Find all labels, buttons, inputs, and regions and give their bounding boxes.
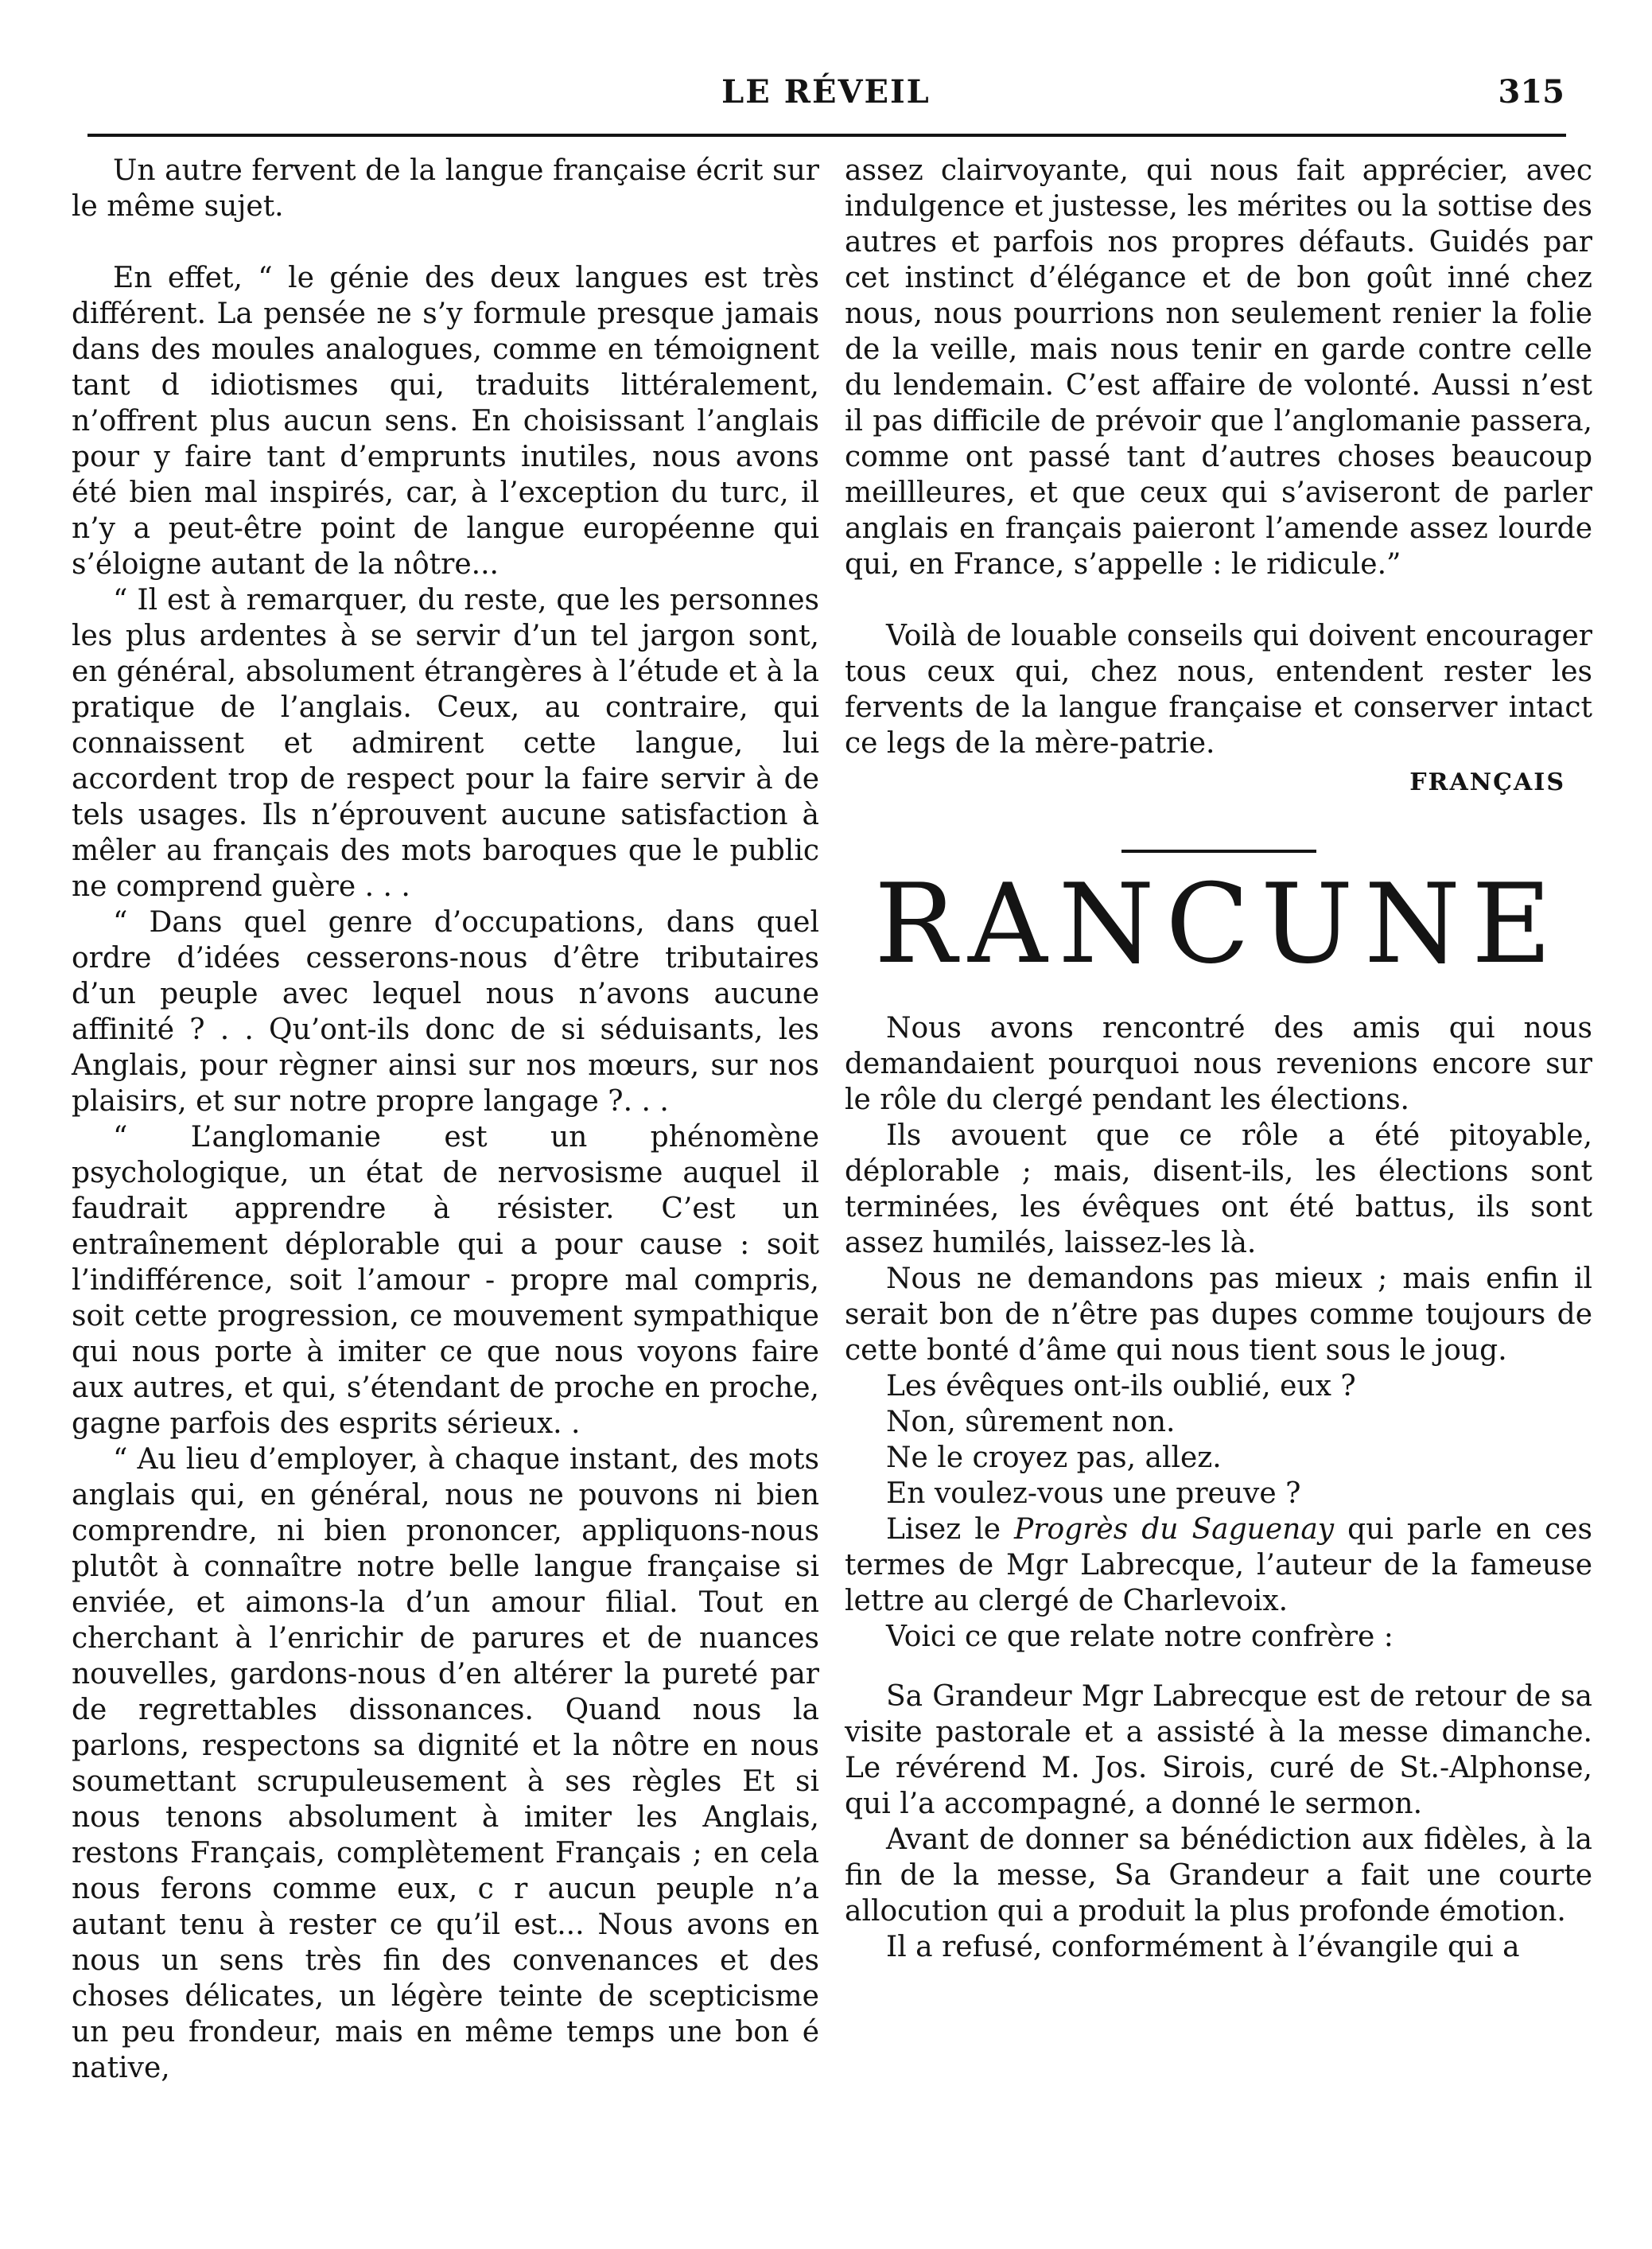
paragraph-citation <box>845 1512 1592 1619</box>
paragraph: Les évêques ont-ils oublié, eux ? <box>886 1370 1356 1403</box>
quote-paragraph: Sa Grandeur Mgr Labrecque est de retour de sa visite pastorale et a assisté à la messe dimanche. Le révérend M. Jos. Sirois, curé de St.-Alphonse, qui l’a accompagné, a donné le sermon. <box>845 1680 1592 1820</box>
newspaper-name: Progrès du Saguenay <box>1014 1513 1335 1546</box>
paragraph: Ne le croyez pas, allez. <box>886 1442 1222 1474</box>
section-rule <box>1121 850 1316 853</box>
paragraph: “ Il est à remarquer, du reste, que les personnes les plus ardentes à se servir d’un tel jargon sont, en général, absolument étrangères à l’étude et à la pratique de l’anglais. Ceux, au contraire, qui connaissent et admirent cette langue, lui accordent trop de respect pour la faire servir à de tels usages. Ils n’éprouvent aucune satisfaction à mêler au français des mots baroques que le public ne comprend guère . . . <box>72 584 819 903</box>
paragraph: Nous avons rencontré des amis qui nous demandaient pourquoi nous revenions encore sur le rôle du clergé pendant les élections. <box>845 1012 1592 1116</box>
spacer <box>845 1655 1592 1679</box>
paragraph: “ Dans quel genre d’occupations, dans quel ordre d’idées cesserons-nous d’être tributaires d’un peuple avec lequel nous n’avons aucune affinité ? . . Qu’ont-ils donc de si séduisants, les Anglais, pour règner ainsi sur nos mœurs, sur nos plaisirs, et sur notre propre langage ?. . . <box>72 906 819 1118</box>
paragraph: Voici ce que relate notre confrère : <box>886 1621 1394 1653</box>
quote-paragraph: Avant de donner sa bénédiction aux fidèles, à la fin de la messe, Sa Grandeur a fait une courte allocution qui a produit la plus profonde émotion. <box>845 1823 1592 1928</box>
journal-title: LE RÉVEIL <box>721 73 931 111</box>
paragraph: “ Au lieu d’employer, à chaque instant, des mots anglais qui, en général, nous ne pouvons ni bien comprendre, ni bien prononcer, appliquons-nous plutôt à connaître notre belle langue française si enviée, et aimons-la d’un amour filial. Tout en cherchant à l’enrichir de parures et de nuances nouvelles, gardons-nous d’en altérer la pureté par de regrettables dissonances. Quand nous la parlons, respectons sa dignité et la nôtre en nous soumettant scrupuleusement à ses règles Et si nous tenons absolument à imiter les Anglais, restons Français, complètement Français ; en cela nous ferons comme eux, c r aucun peuple n’a autant tenu à rester ce qu’il est... Nous avons en nous un sens très fin des convenances et des choses délicates, un légère teinte de scepticisme un peu frondeur, mais en même temps une bon é native, <box>72 1443 819 2084</box>
citation-intro: Lisez le <box>886 1513 1001 1546</box>
paragraph: Un autre fervent de la langue française écrit sur le même sujet. <box>72 154 819 223</box>
paragraph: Nous ne demandons pas mieux ; mais enfin il serait bon de n’être pas dupes comme toujours de cette bonté d’âme qui nous tient sous le joug. <box>845 1263 1592 1367</box>
citation-rest: qui parle en ces termes de Mgr Labrecque, l’auteur de la fameuse lettre au clergé de Charlevoix. <box>845 1513 1592 1617</box>
right-column <box>845 153 1592 1965</box>
paragraph-continuation: assez clairvoyante, qui nous fait apprécier, avec indulgence et justesse, les mérites ou la sottise des autres et parfois nos propres défauts. Guidés par cet instinct d’élégance et de bon goût inné chez nous, nous pourrions non seulement renier la folie de la veille, mais nous tenir en garde contre celle du lendemain. C’est affaire de volonté. Aussi n’est il pas difficile de prévoir que l’anglomanie passera, comme ont passé tant d’autres choses beaucoup meillleures, et que ceux qui s’aviseront de parler anglais en français paieront l’amende assez lourde qui, en France, s’appelle : le ridicule.” <box>845 154 1592 581</box>
author-signature: FRANÇAIS <box>1409 768 1565 796</box>
paragraph: Voilà de louable conseils qui doivent encourager tous ceux qui, chez nous, entendent rester les fervents de la langue française et conserver intact ce legs de la mère-patrie. <box>845 620 1592 760</box>
paragraph: En voulez-vous une preuve ? <box>886 1477 1301 1510</box>
paragraph: “ L’anglomanie est un phénomène psychologique, un état de nervosisme auquel il faudrait apprendre à résister. C’est un entraînement déplorable qui a pour cause : soit l’indifférence, soit l’amour - propre mal compris, soit cette progression, ce mouvement sympathique qui nous porte à imiter ce que nous voyons faire aux autres, et qui, s’étendant de proche en proche, gagne parfois des esprits sérieux. . <box>72 1121 819 1440</box>
quote-paragraph: Il a refusé, conformément à l’évangile qui a <box>886 1931 1520 1963</box>
running-head <box>87 73 1565 121</box>
paragraph: Ils avouent que ce rôle a été pitoyable, déplorable ; mais, disent-ils, les élections sont terminées, les évêques ont été battus, ils sont assez humilés, laissez-les là. <box>845 1119 1592 1259</box>
left-column <box>72 153 819 2086</box>
article-headline: RANCUNE <box>874 860 1563 988</box>
page-number: 315 <box>1498 73 1565 111</box>
paragraph: Non, sûrement non. <box>886 1406 1176 1438</box>
header-rule <box>87 134 1566 137</box>
paragraph: En effet, “ le génie des deux langues est très différent. La pensée ne s’y formule presque jamais dans des moules analogues, comme en témoignent tant d idiotismes qui, traduits littéralement, n’offrent plus aucun sens. En choisissant l’anglais pour y faire tant d’emprunts inutiles, nous avons été bien mal inspirés, car, à l’exception du turc, il n’y a peut-être point de langue européenne qui s’éloigne autant de la nôtre... <box>72 262 819 581</box>
